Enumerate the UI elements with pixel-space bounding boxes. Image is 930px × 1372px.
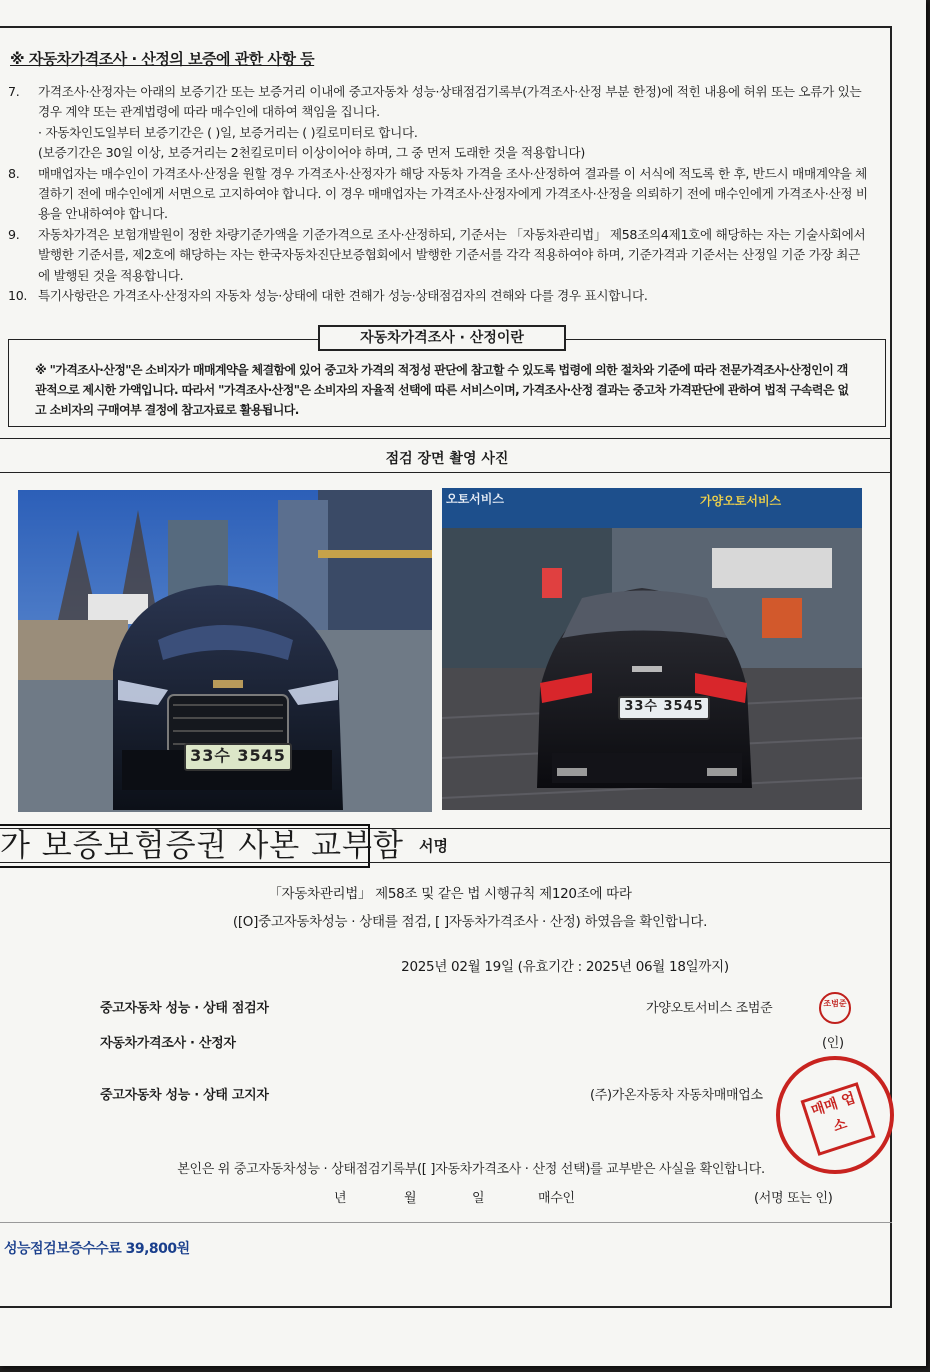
note-item: 7. 가격조사·산정자는 아래의 보증기간 또는 보증거리 이내에 중고자동차 성능·상태점검기록부(가격조사·산정 부분 한정)에 적힌 내용에 허위 또는 오류가 있는 경우 계약 또는 관계법령에 따라 매수인에 대하여 책임을 집니다.: [8, 84, 862, 120]
seal-big: [776, 1056, 894, 1174]
section-title: ※ 자동차가격조사 · 산정의 보증에 관한 사항 등: [10, 50, 315, 68]
inspection-fee: 성능점검보증수수료 39,800원: [4, 1241, 190, 1257]
note-item: (보증기간은 30일 이상, 보증거리는 2천킬로미터 이상이어야 하며, 그 중 먼저 도래한 것을 적용합니다): [38, 145, 585, 161]
front-car-photo: [18, 490, 432, 812]
shop-sign-right: 가양오토서비스: [700, 494, 782, 508]
divider: [0, 862, 892, 863]
confirm-line-2: ([O]중고자동차성능 · 상태를 점검, [ ]자동차가격조사 · 산정) 하였음을 확인합니다.: [232, 914, 708, 930]
signer-name: 가양오토서비스 조범준: [646, 1001, 773, 1016]
notes-list: [8, 82, 868, 306]
insurance-stamp: 가 보증보험증권 사본 교부함: [0, 824, 370, 868]
photo-section-title: 점검 장면 촬영 사진: [385, 451, 509, 467]
rear-license-plate: 33수 3545: [618, 696, 710, 720]
date-line: 2025년 02월 19일 (유효기간 : 2025년 06월 18일까지): [401, 959, 729, 975]
signer-name: (주)가온자동차 자동차매매업소: [590, 1088, 763, 1103]
divider: [0, 472, 892, 473]
definition-title: 자동차가격조사 · 산정이란: [318, 325, 566, 351]
divider: [0, 438, 892, 439]
signature-label: 서명: [419, 837, 448, 855]
definition-box: [8, 339, 886, 427]
divider: [0, 1222, 892, 1223]
shop-sign-left: 오토서비스: [446, 492, 504, 506]
note-item: · 자동차인도일부터 보증기간은 ( )일, 보증거리는 ( )킬로미터로 합니다.: [38, 124, 418, 140]
note-item: 8. 매매업자는 매수인이 가격조사·산정을 원할 경우 가격조사·산정자가 해당 자동차 가격을 조사·산정하여 결과를 이 서식에 적도록 한 후, 반드시 매매계약을 체결하기 전에 매수인에게 서면으로 고지하여야 합니다. 이 경우 매매업자는 가격조사·산정자에게 가격조사·산정을 의뢰하기 전에 매수인에게 가격조사·산정 비용을 안내하여야 합니다.: [8, 165, 868, 222]
buyer-confirm: 본인은 위 중고자동차성능 · 상태점검기록부([ ]자동차가격조사 · 산정 선택)를 교부받은 사실을 확인합니다.: [177, 1162, 765, 1177]
buyer-month: 월: [404, 1191, 417, 1206]
rear-car-image: [442, 488, 862, 810]
signer-role: 자동차가격조사 · 산정자: [100, 1036, 236, 1051]
buyer-label: 매수인: [538, 1191, 575, 1206]
definition-text: ※ "가격조사·산정"은 소비자가 매매계약을 체결함에 있어 중고차 가격의 적정성 판단에 참고할 수 있도록 법령에 의한 절차와 기준에 따라 전문가격조사·산정인이 객관적으로 제시한 가액입니다. 따라서 "가격조사·산정"은 소비자의 자율적 선택에 따른 서비스이며, 가격조사·산정 결과는 중고차 가격판단에 관하여 법적 구속력은 없고 소비자의 구매여부 결정에 참고자료로 활용됩니다.: [35, 363, 849, 417]
note-item: 10. 특기사항란은 가격조사·산정자의 자동차 성능·상태에 대한 견해가 성능·상태점검자의 견해와 다를 경우 표시합니다.: [8, 288, 648, 304]
signer-role: 중고자동차 성능 · 상태 고지자: [100, 1088, 269, 1103]
buyer-day: 일: [472, 1191, 485, 1206]
signer-name: (인): [822, 1036, 844, 1051]
buyer-year: 년: [334, 1191, 347, 1206]
buyer-sign: (서명 또는 인): [754, 1191, 833, 1206]
confirm-line-1: 「자동차관리법」 제58조 및 같은 법 시행규칙 제120조에 따라: [268, 886, 632, 902]
seal-small: 조범준: [819, 992, 851, 1024]
rear-car-photo: [442, 488, 862, 810]
front-license-plate: 33수 3545: [184, 743, 292, 771]
note-item: 9. 자동차가격은 보험개발원이 정한 차량기준가액을 기준가격으로 조사·산정하되, 기준서는 「자동차관리법」 제58조의4제1호에 해당하는 자는 기술사회에서 발행한 기준서를, 제2호에 해당하는 자는 한국자동차진단보증협회에서 발행한 기준서를 각각 적용하여야 하며, 기준가격과 기준서는 산정일 기준 가장 최근에 발행된 것을 적용합니다.: [8, 226, 866, 283]
seal-big-text: 매매 업소: [801, 1082, 876, 1156]
signer-role: 중고자동차 성능 · 상태 점검자: [100, 1001, 269, 1016]
